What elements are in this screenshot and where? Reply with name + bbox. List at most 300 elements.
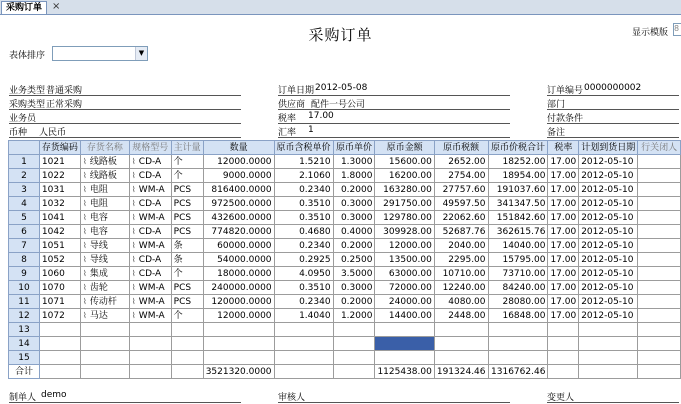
total-tax: 191324.46 xyxy=(434,365,488,379)
paperclip-icon[interactable]: ⌇ xyxy=(82,254,87,264)
col-header[interactable] xyxy=(9,141,40,155)
row-number: 1 xyxy=(9,155,40,169)
grid-cell[interactable]: 17.00 xyxy=(548,211,579,225)
grid-cell[interactable] xyxy=(129,351,171,365)
grid-cell[interactable] xyxy=(434,323,488,337)
grid-cell[interactable]: 2012-05-10 xyxy=(579,239,638,253)
paperclip-icon[interactable]: ⌇ xyxy=(131,254,136,264)
paperclip-icon[interactable]: ⌇ xyxy=(131,310,136,320)
grid-cell[interactable]: 18000.0000 xyxy=(203,267,274,281)
grid-cell[interactable] xyxy=(203,351,274,365)
sort-label: 表体排序 xyxy=(9,51,46,61)
grid-cell[interactable] xyxy=(80,197,129,211)
grid-cell[interactable]: 个 xyxy=(171,309,203,323)
table-row[interactable] xyxy=(9,309,681,323)
grid-cell[interactable]: PCS xyxy=(171,281,203,295)
grid-cell[interactable] xyxy=(171,337,203,351)
grid-cell[interactable]: 2012-05-10 xyxy=(579,155,638,169)
grid-cell[interactable] xyxy=(80,337,129,351)
paperclip-icon[interactable]: ⌇ xyxy=(131,156,136,166)
grid-cell[interactable]: 1072 xyxy=(39,309,80,323)
grid-cell[interactable]: 2012-05-10 xyxy=(579,183,638,197)
grid-cell[interactable] xyxy=(129,281,171,295)
grid-cell[interactable]: 个 xyxy=(171,267,203,281)
grid-cell[interactable]: 17.00 xyxy=(548,169,579,183)
modifier-field: 变更人 xyxy=(547,390,679,403)
item-name: 电容 xyxy=(89,226,108,237)
grid-cell[interactable]: 条 xyxy=(171,239,203,253)
table-row[interactable] xyxy=(9,225,681,239)
grid-cell[interactable]: 2448.00 xyxy=(434,309,488,323)
grid-cell[interactable]: 2012-05-10 xyxy=(579,211,638,225)
grid-cell[interactable] xyxy=(80,323,129,337)
grid-cell[interactable]: 17.00 xyxy=(548,155,579,169)
grid-cell[interactable]: 0.2340 xyxy=(274,295,333,309)
col-header[interactable]: 行关闭人 xyxy=(638,141,681,155)
grid-cell[interactable]: 18252.00 xyxy=(488,155,548,169)
table-row[interactable] xyxy=(9,351,681,365)
grid-cell[interactable]: 2012-05-10 xyxy=(579,197,638,211)
grid-cell[interactable]: 13500.00 xyxy=(375,253,434,267)
grid-cell[interactable]: 2012-05-10 xyxy=(579,281,638,295)
grid-cell[interactable] xyxy=(375,337,434,351)
table-row[interactable] xyxy=(9,155,681,169)
paperclip-icon[interactable]: ⌇ xyxy=(82,226,87,236)
grid-cell[interactable] xyxy=(274,323,333,337)
grid-cell[interactable]: 0.2000 xyxy=(333,295,375,309)
col-header[interactable]: 原币含税单价 xyxy=(274,141,333,155)
grid-cell[interactable]: 个 xyxy=(171,169,203,183)
grid-cell[interactable] xyxy=(638,155,681,169)
paperclip-icon[interactable]: ⌇ xyxy=(82,268,87,278)
grid-cell[interactable] xyxy=(488,337,548,351)
spec-model: CD-A xyxy=(138,156,162,167)
grid-cell[interactable]: 0.2500 xyxy=(333,253,375,267)
table-row[interactable] xyxy=(9,197,681,211)
maker-field: 制单人 demo xyxy=(9,390,241,403)
grid-cell[interactable] xyxy=(39,337,80,351)
row-number: 8 xyxy=(9,253,40,267)
grid-cell[interactable] xyxy=(333,337,375,351)
grid-cell[interactable] xyxy=(638,211,681,225)
item-name: 齿轮 xyxy=(89,282,108,293)
paperclip-icon[interactable]: ⌇ xyxy=(82,184,87,194)
grid-cell[interactable] xyxy=(579,351,638,365)
grid-cell[interactable] xyxy=(129,183,171,197)
paperclip-icon[interactable]: ⌇ xyxy=(131,282,136,292)
grid-cell[interactable] xyxy=(129,155,171,169)
col-header[interactable]: 存货编码 xyxy=(39,141,80,155)
grid-cell[interactable] xyxy=(129,295,171,309)
grid-cell[interactable]: 10710.00 xyxy=(434,267,488,281)
col-header[interactable]: 原币单价 xyxy=(333,141,375,155)
grid-cell[interactable]: 15795.00 xyxy=(488,253,548,267)
payment-terms-field[interactable]: 付款条件 xyxy=(547,111,679,124)
table-row[interactable] xyxy=(9,295,681,309)
grid-cell[interactable] xyxy=(638,351,681,365)
grid-cell[interactable] xyxy=(80,169,129,183)
grid-cell[interactable]: 0.3510 xyxy=(274,197,333,211)
grid-cell[interactable] xyxy=(638,253,681,267)
paperclip-icon[interactable]: ⌇ xyxy=(131,268,136,278)
table-row[interactable] xyxy=(9,267,681,281)
grid-cell[interactable] xyxy=(80,295,129,309)
row-number: 3 xyxy=(9,183,40,197)
grid-cell[interactable]: 17.00 xyxy=(548,295,579,309)
item-name: 电阻 xyxy=(89,184,108,195)
grid-cell[interactable]: 0.3000 xyxy=(333,197,375,211)
grid-cell[interactable] xyxy=(171,323,203,337)
grid-cell[interactable]: 2012-05-10 xyxy=(579,225,638,239)
total-label: 合计 xyxy=(9,365,40,379)
grid-cell[interactable] xyxy=(579,323,638,337)
grid-cell[interactable] xyxy=(579,337,638,351)
page-title: 采购订单 xyxy=(308,26,373,44)
grid-cell[interactable] xyxy=(80,281,129,295)
grid-cell[interactable] xyxy=(80,253,129,267)
grid-cell[interactable]: 14040.00 xyxy=(488,239,548,253)
tab-purchase-order[interactable]: 采购订单 xyxy=(1,1,47,14)
table-row[interactable] xyxy=(9,253,681,267)
sort-select[interactable] xyxy=(52,46,148,61)
grid-cell[interactable]: 12240.00 xyxy=(434,281,488,295)
grid-cell[interactable]: 18954.00 xyxy=(488,169,548,183)
purchase-type-field[interactable]: 采购类型 正常采购 xyxy=(9,97,241,110)
grid-cell[interactable]: 1.4040 xyxy=(274,309,333,323)
grid-cell[interactable] xyxy=(274,351,333,365)
grid-cell[interactable] xyxy=(39,323,80,337)
grid-cell[interactable]: 4080.00 xyxy=(434,295,488,309)
col-header[interactable]: 原币价税合计 xyxy=(488,141,548,155)
grid-cell[interactable]: 1042 xyxy=(39,225,80,239)
grid-cell[interactable] xyxy=(80,267,129,281)
grid-cell[interactable] xyxy=(80,155,129,169)
grid-cell[interactable] xyxy=(548,323,579,337)
grid-cell[interactable]: 0.3510 xyxy=(274,211,333,225)
paperclip-icon[interactable]: ⌇ xyxy=(131,212,136,222)
col-header[interactable]: 税率 xyxy=(548,141,579,155)
grid-cell[interactable] xyxy=(638,169,681,183)
col-header[interactable]: 原币金额 xyxy=(375,141,434,155)
grid-cell[interactable]: 240000.0000 xyxy=(203,281,274,295)
grid-cell[interactable]: 60000.0000 xyxy=(203,239,274,253)
grid-cell[interactable]: PCS xyxy=(171,225,203,239)
grid-cell[interactable]: 0.2340 xyxy=(274,183,333,197)
grid-cell[interactable]: 2012-05-10 xyxy=(579,309,638,323)
grid-cell[interactable]: 24000.00 xyxy=(375,295,434,309)
grid-cell[interactable]: 17.00 xyxy=(548,267,579,281)
grid-cell[interactable] xyxy=(80,183,129,197)
grid-cell[interactable]: 163280.00 xyxy=(375,183,434,197)
paperclip-icon[interactable]: ⌇ xyxy=(82,240,87,250)
grid-cell[interactable]: 条 xyxy=(171,253,203,267)
col-header[interactable]: 原币税额 xyxy=(434,141,488,155)
salesman-field[interactable]: 业务员 xyxy=(9,111,241,124)
item-name: 导线 xyxy=(89,254,108,265)
grid-cell[interactable]: 129780.00 xyxy=(375,211,434,225)
grid-cell[interactable]: 17.00 xyxy=(548,225,579,239)
grid-cell[interactable] xyxy=(80,211,129,225)
total-quantity: 3521320.0000 xyxy=(203,365,274,379)
paperclip-icon[interactable]: ⌇ xyxy=(131,198,136,208)
paperclip-icon[interactable]: ⌇ xyxy=(131,184,136,194)
grid-cell[interactable] xyxy=(434,337,488,351)
spec-model: CD-A xyxy=(138,198,162,209)
spec-model: WM-A xyxy=(138,310,165,321)
grid-cell[interactable] xyxy=(129,211,171,225)
grid-cell[interactable] xyxy=(129,267,171,281)
total-amount: 1125438.00 xyxy=(375,365,434,379)
grid-cell[interactable]: 2012-05-10 xyxy=(579,295,638,309)
grid-cell[interactable] xyxy=(203,323,274,337)
grid-cell[interactable]: 291750.00 xyxy=(375,197,434,211)
grid-cell[interactable] xyxy=(171,351,203,365)
paperclip-icon[interactable]: ⌇ xyxy=(82,170,87,180)
grid-cell[interactable]: 个 xyxy=(171,155,203,169)
grid-cell[interactable]: PCS xyxy=(171,183,203,197)
grid-cell[interactable] xyxy=(638,281,681,295)
grid-cell[interactable]: 3.5000 xyxy=(333,267,375,281)
order-date-field[interactable]: 订单日期 2012-05-08 xyxy=(278,83,510,96)
grid-cell[interactable]: 17.00 xyxy=(548,309,579,323)
paperclip-icon[interactable]: ⌇ xyxy=(82,198,87,208)
spec-model: CD-A xyxy=(138,170,162,181)
grid-cell[interactable]: 120000.0000 xyxy=(203,295,274,309)
spec-model: WM-A xyxy=(138,212,165,223)
grid-cell[interactable]: 1021 xyxy=(39,155,80,169)
grid-cell[interactable]: 1032 xyxy=(39,197,80,211)
grid-cell[interactable] xyxy=(488,323,548,337)
col-header[interactable]: 数量 xyxy=(203,141,274,155)
grid-cell[interactable] xyxy=(638,183,681,197)
paperclip-icon[interactable]: ⌇ xyxy=(82,296,87,306)
grid-cell[interactable]: 16200.00 xyxy=(375,169,434,183)
grid-cell[interactable] xyxy=(129,197,171,211)
grid-cell[interactable]: PCS xyxy=(171,211,203,225)
order-no-field[interactable]: 订单编号 0000000002 xyxy=(547,83,679,96)
grid-cell[interactable] xyxy=(638,225,681,239)
paperclip-icon[interactable]: ⌇ xyxy=(131,296,136,306)
grid-cell[interactable]: 1.5210 xyxy=(274,155,333,169)
grid-cell[interactable]: 432600.0000 xyxy=(203,211,274,225)
remarks-field[interactable]: 备注 xyxy=(547,125,679,138)
grid-cell[interactable]: 17.00 xyxy=(548,281,579,295)
tax-rate-field[interactable]: 税率 17.00 xyxy=(278,111,510,124)
table-row[interactable] xyxy=(9,337,681,351)
grid-cell[interactable]: 27757.60 xyxy=(434,183,488,197)
grid-cell[interactable]: 1070 xyxy=(39,281,80,295)
grid-cell[interactable]: 12000.0000 xyxy=(203,309,274,323)
item-name: 集成 xyxy=(89,268,108,279)
grid-cell[interactable] xyxy=(80,239,129,253)
grid-cell[interactable] xyxy=(375,351,434,365)
grid-cell[interactable]: 151842.60 xyxy=(488,211,548,225)
grid-cell[interactable]: 1.2000 xyxy=(333,309,375,323)
item-name: 电容 xyxy=(89,212,108,223)
grid-cell[interactable]: 0.3510 xyxy=(274,281,333,295)
table-row[interactable] xyxy=(9,239,681,253)
grid-cell[interactable] xyxy=(548,337,579,351)
grid-cell[interactable]: 12000.00 xyxy=(375,239,434,253)
grid-cell[interactable] xyxy=(638,239,681,253)
grid-cell[interactable] xyxy=(333,323,375,337)
grid-cell[interactable]: 22062.60 xyxy=(434,211,488,225)
grid-cell[interactable]: 17.00 xyxy=(548,239,579,253)
col-header[interactable]: 存货名称 xyxy=(80,141,129,155)
grid-cell[interactable] xyxy=(129,239,171,253)
grid-cell[interactable] xyxy=(129,169,171,183)
auditor-field: 审核人 xyxy=(278,390,510,403)
grid-cell[interactable]: 17.00 xyxy=(548,197,579,211)
grid-cell[interactable] xyxy=(638,267,681,281)
grid-cell[interactable]: 1022 xyxy=(39,169,80,183)
currency-field[interactable]: 币种 人民币 xyxy=(9,125,241,138)
chevron-down-icon[interactable]: ▼ xyxy=(135,47,147,60)
grid-cell[interactable]: 2754.00 xyxy=(434,169,488,183)
paperclip-icon[interactable]: ⌇ xyxy=(82,212,87,222)
grid-cell[interactable] xyxy=(434,351,488,365)
grid-cell[interactable] xyxy=(80,309,129,323)
grid-cell[interactable]: 774820.0000 xyxy=(203,225,274,239)
grid-cell[interactable] xyxy=(638,197,681,211)
exchange-rate-field[interactable]: 汇率 1 xyxy=(278,125,510,138)
grid-cell[interactable]: 191037.60 xyxy=(488,183,548,197)
paperclip-icon[interactable]: ⌇ xyxy=(82,156,87,166)
table-row[interactable] xyxy=(9,183,681,197)
grid-cell[interactable] xyxy=(203,337,274,351)
grid-cell[interactable] xyxy=(129,337,171,351)
paperclip-icon[interactable]: ⌇ xyxy=(131,170,136,180)
grid-cell[interactable]: 2.1060 xyxy=(274,169,333,183)
grid-cell[interactable]: 4.0950 xyxy=(274,267,333,281)
grid-cell[interactable] xyxy=(375,323,434,337)
grid-cell[interactable]: 2012-05-10 xyxy=(579,169,638,183)
grid-cell[interactable]: 0.4680 xyxy=(274,225,333,239)
col-header[interactable]: 主计量 xyxy=(171,141,203,155)
grid-cell[interactable]: 0.2000 xyxy=(333,239,375,253)
grid-cell[interactable]: PCS xyxy=(171,295,203,309)
grid-cell[interactable]: 73710.00 xyxy=(488,267,548,281)
grid-cell[interactable]: 0.2925 xyxy=(274,253,333,267)
grid-cell[interactable]: PCS xyxy=(171,197,203,211)
grid-cell[interactable]: 1041 xyxy=(39,211,80,225)
grid-cell[interactable] xyxy=(488,351,548,365)
grid-cell[interactable]: 2652.00 xyxy=(434,155,488,169)
grid-cell[interactable]: 28080.00 xyxy=(488,295,548,309)
grid-cell[interactable]: 0.4000 xyxy=(333,225,375,239)
grid-cell[interactable]: 54000.0000 xyxy=(203,253,274,267)
grid-cell[interactable]: 63000.00 xyxy=(375,267,434,281)
grid-cell[interactable]: 14400.00 xyxy=(375,309,434,323)
paperclip-icon[interactable]: ⌇ xyxy=(82,282,87,292)
item-name: 线路板 xyxy=(89,156,117,167)
grid-cell[interactable]: 1060 xyxy=(39,267,80,281)
row-number: 2 xyxy=(9,169,40,183)
grid-cell[interactable]: 0.3000 xyxy=(333,211,375,225)
grid-cell[interactable]: 16848.00 xyxy=(488,309,548,323)
table-row[interactable] xyxy=(9,323,681,337)
grid-cell[interactable] xyxy=(80,225,129,239)
grid-cell[interactable]: 2040.00 xyxy=(434,239,488,253)
col-header[interactable]: 规格型号 xyxy=(129,141,171,155)
grid-cell[interactable] xyxy=(274,337,333,351)
grid-cell[interactable]: 2295.00 xyxy=(434,253,488,267)
grid-cell[interactable]: 0.3000 xyxy=(333,281,375,295)
grid-cell[interactable]: 0.2000 xyxy=(333,183,375,197)
tab-close-icon[interactable]: × xyxy=(52,1,61,12)
grid-cell[interactable]: 309928.00 xyxy=(375,225,434,239)
total-sum: 1316762.46 xyxy=(488,365,548,379)
department-field[interactable]: 部门 xyxy=(547,97,679,110)
grid-cell[interactable]: 1052 xyxy=(39,253,80,267)
spec-model: WM-A xyxy=(138,240,165,251)
total-row xyxy=(9,365,681,379)
table-row[interactable] xyxy=(9,211,681,225)
grid-cell[interactable]: 52687.76 xyxy=(434,225,488,239)
grid-cell[interactable]: 1051 xyxy=(39,239,80,253)
grid-cell[interactable] xyxy=(638,323,681,337)
grid-cell[interactable]: 15600.00 xyxy=(375,155,434,169)
supplier-field[interactable]: 供应商 配件一号公司 xyxy=(278,97,510,110)
grid-cell[interactable] xyxy=(548,351,579,365)
grid-cell[interactable]: 17.00 xyxy=(548,183,579,197)
grid-cell[interactable]: 2012-05-10 xyxy=(579,267,638,281)
grid-cell[interactable]: 1031 xyxy=(39,183,80,197)
grid-cell[interactable]: 72000.00 xyxy=(375,281,434,295)
grid-cell[interactable]: 2012-05-10 xyxy=(579,253,638,267)
business-type-field[interactable]: 业务类型 普通采购 xyxy=(9,83,241,96)
grid-cell[interactable] xyxy=(638,337,681,351)
col-header[interactable]: 计划到货日期 xyxy=(579,141,638,155)
grid-cell[interactable]: 17.00 xyxy=(548,253,579,267)
item-name: 传动杆 xyxy=(89,296,117,307)
grid-cell[interactable]: 1.3000 xyxy=(333,155,375,169)
grid-cell[interactable]: 362615.76 xyxy=(488,225,548,239)
grid-cell[interactable] xyxy=(39,351,80,365)
grid-cell[interactable] xyxy=(638,309,681,323)
grid-cell[interactable]: 0.2340 xyxy=(274,239,333,253)
grid-cell[interactable]: 9000.0000 xyxy=(203,169,274,183)
grid-cell[interactable]: 816400.0000 xyxy=(203,183,274,197)
row-number: 11 xyxy=(9,295,40,309)
grid-cell[interactable] xyxy=(333,351,375,365)
grid-cell[interactable]: 49597.50 xyxy=(434,197,488,211)
grid-cell[interactable] xyxy=(129,225,171,239)
row-number: 5 xyxy=(9,211,40,225)
grid-cell[interactable] xyxy=(638,295,681,309)
paperclip-icon[interactable]: ⌇ xyxy=(82,310,87,320)
grid-cell[interactable] xyxy=(129,253,171,267)
template-select[interactable]: 8 xyxy=(673,23,681,36)
table-row[interactable] xyxy=(9,169,681,183)
template-label: 显示模版 xyxy=(632,28,669,38)
item-name: 电阻 xyxy=(89,198,108,209)
item-name: 马达 xyxy=(89,310,108,321)
grid-cell[interactable]: 972500.0000 xyxy=(203,197,274,211)
table-row[interactable] xyxy=(9,281,681,295)
paperclip-icon[interactable]: ⌇ xyxy=(131,226,136,236)
grid-cell[interactable] xyxy=(129,323,171,337)
grid-cell[interactable]: 341347.50 xyxy=(488,197,548,211)
grid-cell[interactable] xyxy=(80,351,129,365)
paperclip-icon[interactable]: ⌇ xyxy=(131,240,136,250)
grid-cell[interactable]: 1.8000 xyxy=(333,169,375,183)
grid-cell[interactable] xyxy=(129,309,171,323)
grid-cell[interactable]: 1071 xyxy=(39,295,80,309)
grid-cell[interactable]: 12000.0000 xyxy=(203,155,274,169)
grid-cell[interactable]: 84240.00 xyxy=(488,281,548,295)
row-number: 15 xyxy=(9,351,40,365)
